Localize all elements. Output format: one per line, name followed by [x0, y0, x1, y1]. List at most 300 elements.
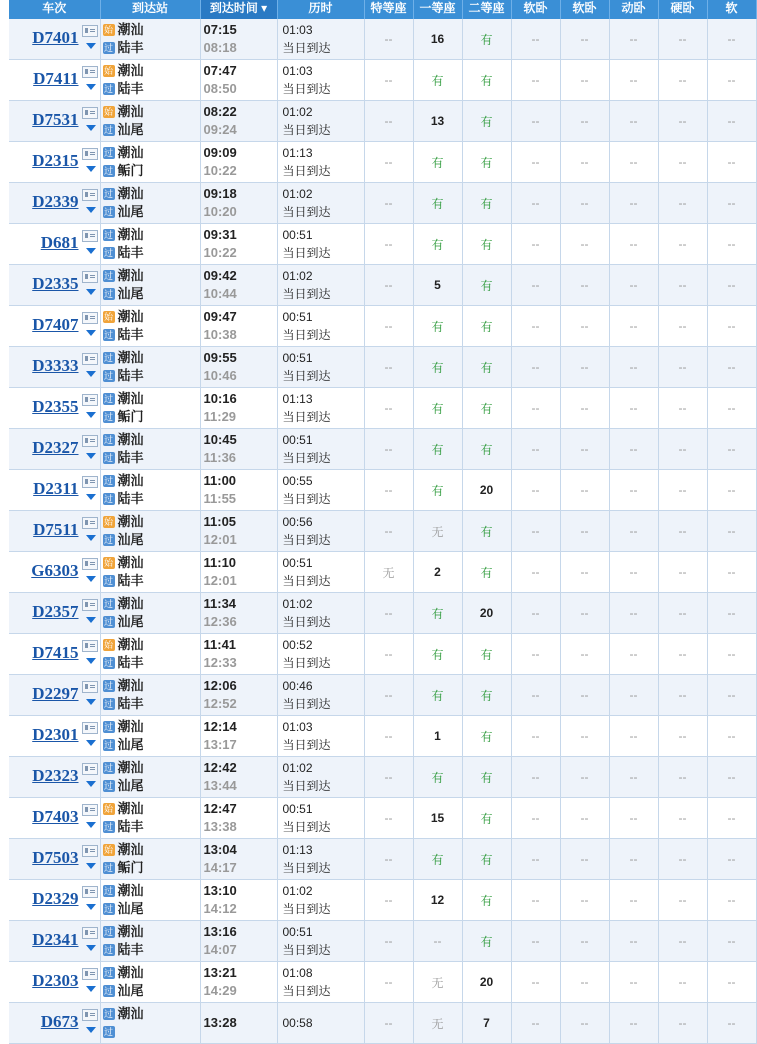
seat-second-class[interactable]: 有 [462, 634, 511, 675]
seat-hard-sleeper[interactable]: -- [658, 962, 707, 1003]
seat-first-class[interactable]: 有 [413, 470, 462, 511]
seat-hard-sleeper[interactable]: -- [658, 511, 707, 552]
seat-soft-seat[interactable]: -- [707, 306, 756, 347]
table-row[interactable] [9, 429, 756, 470]
seat-soft-sleeper[interactable]: -- [511, 634, 560, 675]
seat-second-class[interactable]: 有 [462, 757, 511, 798]
seat-second-class[interactable]: 有 [462, 347, 511, 388]
seat-soft-sleeper-2[interactable]: -- [560, 1003, 609, 1044]
train-number-link[interactable]: D2327 [32, 438, 79, 457]
expand-triangle-icon[interactable] [86, 84, 96, 90]
seat-second-class[interactable]: 有 [462, 552, 511, 593]
header-duration[interactable]: 历时 [277, 0, 364, 19]
table-row[interactable] [9, 798, 756, 839]
seat-bullet-sleeper[interactable]: -- [609, 757, 658, 798]
train-number-link[interactable]: D7401 [32, 28, 79, 47]
train-info-card-icon[interactable] [82, 312, 98, 324]
seat-second-class[interactable]: 有 [462, 101, 511, 142]
table-row[interactable] [9, 511, 756, 552]
train-info-card-icon[interactable] [82, 927, 98, 939]
seat-first-class[interactable]: 有 [413, 183, 462, 224]
seat-hard-sleeper[interactable]: -- [658, 716, 707, 757]
seat-hard-sleeper[interactable]: -- [658, 306, 707, 347]
table-row[interactable] [9, 552, 756, 593]
seat-second-class[interactable]: 20 [462, 470, 511, 511]
seat-business-seat[interactable]: -- [364, 921, 413, 962]
seat-bullet-sleeper[interactable]: -- [609, 306, 658, 347]
seat-soft-seat[interactable]: -- [707, 60, 756, 101]
seat-first-class[interactable]: 有 [413, 142, 462, 183]
train-info-card-icon[interactable] [82, 271, 98, 283]
seat-soft-sleeper[interactable]: -- [511, 306, 560, 347]
seat-hard-sleeper[interactable]: -- [658, 101, 707, 142]
seat-soft-sleeper[interactable]: -- [511, 552, 560, 593]
seat-bullet-sleeper[interactable]: -- [609, 183, 658, 224]
seat-soft-seat[interactable]: -- [707, 470, 756, 511]
seat-business-seat[interactable]: -- [364, 265, 413, 306]
train-info-card-icon[interactable] [82, 435, 98, 447]
table-row[interactable] [9, 675, 756, 716]
seat-bullet-sleeper[interactable]: -- [609, 593, 658, 634]
table-row[interactable] [9, 716, 756, 757]
seat-soft-seat[interactable]: -- [707, 839, 756, 880]
seat-soft-sleeper-2[interactable]: -- [560, 839, 609, 880]
seat-hard-sleeper[interactable]: -- [658, 675, 707, 716]
seat-bullet-sleeper[interactable]: -- [609, 101, 658, 142]
seat-first-class[interactable]: 13 [413, 101, 462, 142]
seat-soft-sleeper[interactable]: -- [511, 19, 560, 60]
train-number-link[interactable]: G6303 [31, 561, 79, 580]
seat-hard-sleeper[interactable]: -- [658, 839, 707, 880]
train-number-link[interactable]: D7403 [32, 807, 79, 826]
seat-soft-seat[interactable]: -- [707, 552, 756, 593]
seat-hard-sleeper[interactable]: -- [658, 224, 707, 265]
expand-triangle-icon[interactable] [86, 986, 96, 992]
seat-business-seat[interactable]: -- [364, 101, 413, 142]
seat-first-class[interactable]: 有 [413, 429, 462, 470]
expand-triangle-icon[interactable] [86, 412, 96, 418]
seat-soft-sleeper-2[interactable]: -- [560, 101, 609, 142]
seat-hard-sleeper[interactable]: -- [658, 347, 707, 388]
train-info-card-icon[interactable] [82, 107, 98, 119]
seat-first-class[interactable]: 有 [413, 224, 462, 265]
seat-soft-sleeper[interactable]: -- [511, 511, 560, 552]
seat-soft-seat[interactable]: -- [707, 265, 756, 306]
seat-hard-sleeper[interactable]: -- [658, 757, 707, 798]
seat-soft-sleeper[interactable]: -- [511, 757, 560, 798]
seat-hard-sleeper[interactable]: -- [658, 388, 707, 429]
seat-soft-sleeper-2[interactable]: -- [560, 634, 609, 675]
train-number-link[interactable]: D7415 [32, 643, 79, 662]
expand-triangle-icon[interactable] [86, 248, 96, 254]
seat-hard-sleeper[interactable]: -- [658, 593, 707, 634]
seat-business-seat[interactable]: -- [364, 757, 413, 798]
train-info-card-icon[interactable] [82, 558, 98, 570]
seat-bullet-sleeper[interactable]: -- [609, 429, 658, 470]
seat-second-class[interactable]: 有 [462, 716, 511, 757]
table-row[interactable] [9, 101, 756, 142]
seat-bullet-sleeper[interactable]: -- [609, 1003, 658, 1044]
seat-soft-sleeper[interactable]: -- [511, 798, 560, 839]
seat-soft-sleeper[interactable]: -- [511, 1003, 560, 1044]
seat-soft-sleeper-2[interactable]: -- [560, 675, 609, 716]
seat-soft-seat[interactable]: -- [707, 142, 756, 183]
seat-second-class[interactable]: 有 [462, 306, 511, 347]
seat-first-class[interactable]: 15 [413, 798, 462, 839]
seat-business-seat[interactable]: -- [364, 511, 413, 552]
seat-soft-sleeper[interactable]: -- [511, 839, 560, 880]
expand-triangle-icon[interactable] [86, 453, 96, 459]
seat-hard-sleeper[interactable]: -- [658, 142, 707, 183]
seat-soft-seat[interactable]: -- [707, 1003, 756, 1044]
expand-triangle-icon[interactable] [86, 699, 96, 705]
seat-business-seat[interactable]: -- [364, 388, 413, 429]
seat-soft-sleeper-2[interactable]: -- [560, 19, 609, 60]
seat-business-seat[interactable]: -- [364, 306, 413, 347]
seat-soft-seat[interactable]: -- [707, 757, 756, 798]
seat-business-seat[interactable]: -- [364, 962, 413, 1003]
seat-hard-sleeper[interactable]: -- [658, 183, 707, 224]
seat-hard-sleeper[interactable]: -- [658, 798, 707, 839]
expand-triangle-icon[interactable] [86, 43, 96, 49]
seat-bullet-sleeper[interactable]: -- [609, 716, 658, 757]
train-info-card-icon[interactable] [82, 599, 98, 611]
seat-second-class[interactable]: 有 [462, 142, 511, 183]
train-info-card-icon[interactable] [82, 886, 98, 898]
train-number-link[interactable]: D7411 [33, 69, 79, 88]
seat-soft-sleeper[interactable]: -- [511, 60, 560, 101]
train-info-card-icon[interactable] [82, 148, 98, 160]
seat-first-class[interactable]: 有 [413, 675, 462, 716]
expand-triangle-icon[interactable] [86, 166, 96, 172]
expand-triangle-icon[interactable] [86, 371, 96, 377]
expand-triangle-icon[interactable] [86, 781, 96, 787]
table-row[interactable] [9, 306, 756, 347]
seat-first-class[interactable]: 无 [413, 511, 462, 552]
seat-soft-sleeper-2[interactable]: -- [560, 142, 609, 183]
seat-soft-sleeper[interactable]: -- [511, 921, 560, 962]
seat-business-seat[interactable]: -- [364, 716, 413, 757]
train-number-link[interactable]: D2315 [32, 151, 79, 170]
seat-soft-sleeper-2[interactable]: -- [560, 306, 609, 347]
seat-second-class[interactable]: 有 [462, 798, 511, 839]
expand-triangle-icon[interactable] [86, 945, 96, 951]
train-number-link[interactable]: D2323 [32, 766, 79, 785]
train-info-card-icon[interactable] [82, 722, 98, 734]
train-info-card-icon[interactable] [82, 517, 98, 529]
seat-bullet-sleeper[interactable]: -- [609, 347, 658, 388]
table-row[interactable] [9, 19, 756, 60]
seat-first-class[interactable]: 1 [413, 716, 462, 757]
train-number-link[interactable]: D2329 [32, 889, 79, 908]
seat-hard-sleeper[interactable]: -- [658, 429, 707, 470]
expand-triangle-icon[interactable] [86, 289, 96, 295]
seat-second-class[interactable]: 有 [462, 839, 511, 880]
seat-first-class[interactable]: 有 [413, 306, 462, 347]
expand-triangle-icon[interactable] [86, 125, 96, 131]
seat-soft-seat[interactable]: -- [707, 388, 756, 429]
train-number-link[interactable]: D2355 [32, 397, 79, 416]
train-info-card-icon[interactable] [82, 681, 98, 693]
expand-triangle-icon[interactable] [86, 904, 96, 910]
train-info-card-icon[interactable] [82, 353, 98, 365]
seat-second-class[interactable]: 有 [462, 19, 511, 60]
seat-second-class[interactable]: 7 [462, 1003, 511, 1044]
seat-hard-sleeper[interactable]: -- [658, 19, 707, 60]
seat-first-class[interactable]: -- [413, 921, 462, 962]
table-row[interactable] [9, 634, 756, 675]
seat-soft-seat[interactable]: -- [707, 593, 756, 634]
seat-soft-sleeper[interactable]: -- [511, 224, 560, 265]
table-row[interactable] [9, 1003, 756, 1044]
seat-business-seat[interactable]: -- [364, 19, 413, 60]
seat-business-seat[interactable]: -- [364, 60, 413, 101]
seat-soft-sleeper-2[interactable]: -- [560, 347, 609, 388]
table-row[interactable] [9, 839, 756, 880]
seat-bullet-sleeper[interactable]: -- [609, 142, 658, 183]
train-info-card-icon[interactable] [82, 25, 98, 37]
table-row[interactable] [9, 224, 756, 265]
seat-soft-seat[interactable]: -- [707, 716, 756, 757]
expand-triangle-icon[interactable] [86, 535, 96, 541]
train-number-link[interactable]: D7511 [33, 520, 79, 539]
train-info-card-icon[interactable] [82, 230, 98, 242]
seat-second-class[interactable]: 有 [462, 675, 511, 716]
seat-soft-sleeper[interactable]: -- [511, 265, 560, 306]
seat-bullet-sleeper[interactable]: -- [609, 880, 658, 921]
seat-second-class[interactable]: 有 [462, 921, 511, 962]
table-row[interactable] [9, 347, 756, 388]
seat-second-class[interactable]: 有 [462, 183, 511, 224]
seat-soft-seat[interactable]: -- [707, 19, 756, 60]
seat-first-class[interactable]: 无 [413, 962, 462, 1003]
seat-first-class[interactable]: 有 [413, 634, 462, 675]
seat-soft-sleeper-2[interactable]: -- [560, 962, 609, 1003]
expand-triangle-icon[interactable] [86, 658, 96, 664]
seat-soft-sleeper[interactable]: -- [511, 183, 560, 224]
train-number-link[interactable]: D2311 [33, 479, 79, 498]
table-row[interactable] [9, 142, 756, 183]
seat-hard-sleeper[interactable]: -- [658, 60, 707, 101]
train-info-card-icon[interactable] [82, 968, 98, 980]
seat-soft-sleeper[interactable]: -- [511, 716, 560, 757]
seat-bullet-sleeper[interactable]: -- [609, 839, 658, 880]
seat-business-seat[interactable]: -- [364, 798, 413, 839]
seat-second-class[interactable]: 有 [462, 880, 511, 921]
seat-soft-sleeper[interactable]: -- [511, 962, 560, 1003]
seat-bullet-sleeper[interactable]: -- [609, 265, 658, 306]
seat-soft-sleeper-2[interactable]: -- [560, 429, 609, 470]
seat-second-class[interactable]: 有 [462, 60, 511, 101]
seat-first-class[interactable]: 16 [413, 19, 462, 60]
table-row[interactable] [9, 470, 756, 511]
train-info-card-icon[interactable] [82, 845, 98, 857]
seat-first-class[interactable]: 有 [413, 60, 462, 101]
seat-hard-sleeper[interactable]: -- [658, 1003, 707, 1044]
table-row[interactable] [9, 183, 756, 224]
seat-business-seat[interactable]: -- [364, 880, 413, 921]
seat-hard-sleeper[interactable]: -- [658, 470, 707, 511]
seat-soft-seat[interactable]: -- [707, 798, 756, 839]
train-info-card-icon[interactable] [82, 1009, 98, 1021]
seat-business-seat[interactable]: -- [364, 634, 413, 675]
train-info-card-icon[interactable] [82, 804, 98, 816]
seat-bullet-sleeper[interactable]: -- [609, 962, 658, 1003]
seat-soft-sleeper-2[interactable]: -- [560, 552, 609, 593]
expand-triangle-icon[interactable] [86, 740, 96, 746]
seat-hard-sleeper[interactable]: -- [658, 880, 707, 921]
seat-hard-sleeper[interactable]: -- [658, 921, 707, 962]
seat-first-class[interactable]: 有 [413, 757, 462, 798]
train-number-link[interactable]: D2297 [32, 684, 79, 703]
seat-first-class[interactable]: 12 [413, 880, 462, 921]
seat-first-class[interactable]: 有 [413, 839, 462, 880]
seat-business-seat[interactable]: -- [364, 183, 413, 224]
train-number-link[interactable]: D673 [40, 1012, 79, 1031]
table-row[interactable] [9, 593, 756, 634]
train-number-link[interactable]: D7407 [32, 315, 79, 334]
seat-business-seat[interactable]: -- [364, 429, 413, 470]
seat-second-class[interactable]: 有 [462, 388, 511, 429]
seat-bullet-sleeper[interactable]: -- [609, 921, 658, 962]
seat-soft-sleeper-2[interactable]: -- [560, 716, 609, 757]
seat-hard-sleeper[interactable]: -- [658, 552, 707, 593]
seat-business-seat[interactable]: -- [364, 142, 413, 183]
seat-bullet-sleeper[interactable]: -- [609, 388, 658, 429]
seat-bullet-sleeper[interactable]: -- [609, 224, 658, 265]
seat-bullet-sleeper[interactable]: -- [609, 552, 658, 593]
seat-business-seat[interactable]: -- [364, 675, 413, 716]
seat-soft-sleeper[interactable]: -- [511, 675, 560, 716]
seat-business-seat[interactable]: -- [364, 593, 413, 634]
train-info-card-icon[interactable] [82, 640, 98, 652]
train-info-card-icon[interactable] [82, 763, 98, 775]
seat-soft-sleeper[interactable]: -- [511, 142, 560, 183]
table-row[interactable] [9, 880, 756, 921]
table-row[interactable] [9, 388, 756, 429]
table-row[interactable] [9, 265, 756, 306]
seat-hard-sleeper[interactable]: -- [658, 265, 707, 306]
train-number-link[interactable]: D2339 [32, 192, 79, 211]
seat-business-seat[interactable]: -- [364, 347, 413, 388]
header-arrival-time[interactable]: 到达时间 ▾ [200, 0, 277, 19]
seat-soft-seat[interactable]: -- [707, 511, 756, 552]
seat-soft-seat[interactable]: -- [707, 880, 756, 921]
seat-soft-sleeper[interactable]: -- [511, 470, 560, 511]
expand-triangle-icon[interactable] [86, 617, 96, 623]
seat-soft-seat[interactable]: -- [707, 101, 756, 142]
seat-soft-seat[interactable]: -- [707, 962, 756, 1003]
seat-bullet-sleeper[interactable]: -- [609, 798, 658, 839]
seat-second-class[interactable]: 有 [462, 511, 511, 552]
seat-soft-sleeper-2[interactable]: -- [560, 470, 609, 511]
seat-soft-seat[interactable]: -- [707, 347, 756, 388]
seat-bullet-sleeper[interactable]: -- [609, 60, 658, 101]
seat-soft-sleeper-2[interactable]: -- [560, 921, 609, 962]
seat-soft-sleeper[interactable]: -- [511, 388, 560, 429]
seat-soft-sleeper[interactable]: -- [511, 347, 560, 388]
expand-triangle-icon[interactable] [86, 863, 96, 869]
seat-first-class[interactable]: 无 [413, 1003, 462, 1044]
train-number-link[interactable]: D2335 [32, 274, 79, 293]
expand-triangle-icon[interactable] [86, 494, 96, 500]
expand-triangle-icon[interactable] [86, 207, 96, 213]
seat-business-seat[interactable]: -- [364, 1003, 413, 1044]
seat-soft-sleeper[interactable]: -- [511, 880, 560, 921]
seat-soft-sleeper-2[interactable]: -- [560, 265, 609, 306]
train-info-card-icon[interactable] [82, 66, 98, 78]
seat-soft-sleeper-2[interactable]: -- [560, 183, 609, 224]
seat-hard-sleeper[interactable]: -- [658, 634, 707, 675]
seat-second-class[interactable]: 有 [462, 429, 511, 470]
seat-soft-seat[interactable]: -- [707, 224, 756, 265]
train-number-link[interactable]: D2341 [32, 930, 79, 949]
train-number-link[interactable]: D2303 [32, 971, 79, 990]
table-row[interactable] [9, 757, 756, 798]
seat-soft-sleeper-2[interactable]: -- [560, 757, 609, 798]
expand-triangle-icon[interactable] [86, 1027, 96, 1033]
seat-soft-sleeper-2[interactable]: -- [560, 224, 609, 265]
train-info-card-icon[interactable] [82, 476, 98, 488]
seat-second-class[interactable]: 20 [462, 593, 511, 634]
seat-soft-seat[interactable]: -- [707, 921, 756, 962]
seat-soft-sleeper-2[interactable]: -- [560, 511, 609, 552]
train-number-link[interactable]: D681 [40, 233, 79, 252]
seat-bullet-sleeper[interactable]: -- [609, 19, 658, 60]
train-number-link[interactable]: D3333 [32, 356, 79, 375]
seat-second-class[interactable]: 20 [462, 962, 511, 1003]
seat-business-seat[interactable]: -- [364, 839, 413, 880]
seat-bullet-sleeper[interactable]: -- [609, 675, 658, 716]
seat-soft-seat[interactable]: -- [707, 429, 756, 470]
seat-soft-sleeper[interactable]: -- [511, 593, 560, 634]
train-number-link[interactable]: D7503 [32, 848, 79, 867]
expand-triangle-icon[interactable] [86, 576, 96, 582]
train-info-card-icon[interactable] [82, 394, 98, 406]
train-number-link[interactable]: D7531 [32, 110, 79, 129]
train-info-card-icon[interactable] [82, 189, 98, 201]
seat-business-seat[interactable]: 无 [364, 552, 413, 593]
seat-soft-sleeper[interactable]: -- [511, 429, 560, 470]
seat-soft-sleeper[interactable]: -- [511, 101, 560, 142]
seat-soft-sleeper-2[interactable]: -- [560, 593, 609, 634]
seat-second-class[interactable]: 有 [462, 224, 511, 265]
seat-first-class[interactable]: 有 [413, 347, 462, 388]
seat-first-class[interactable]: 2 [413, 552, 462, 593]
seat-first-class[interactable]: 有 [413, 388, 462, 429]
table-row[interactable] [9, 921, 756, 962]
train-number-link[interactable]: D2357 [32, 602, 79, 621]
seat-first-class[interactable]: 5 [413, 265, 462, 306]
expand-triangle-icon[interactable] [86, 822, 96, 828]
seat-soft-sleeper-2[interactable]: -- [560, 880, 609, 921]
expand-triangle-icon[interactable] [86, 330, 96, 336]
table-row[interactable] [9, 962, 756, 1003]
seat-business-seat[interactable]: -- [364, 224, 413, 265]
seat-soft-seat[interactable]: -- [707, 634, 756, 675]
header-train[interactable]: 车次 [9, 0, 100, 19]
seat-soft-seat[interactable]: -- [707, 675, 756, 716]
seat-business-seat[interactable]: -- [364, 470, 413, 511]
seat-bullet-sleeper[interactable]: -- [609, 634, 658, 675]
seat-soft-sleeper-2[interactable]: -- [560, 388, 609, 429]
table-row[interactable] [9, 60, 756, 101]
seat-soft-seat[interactable]: -- [707, 183, 756, 224]
seat-soft-sleeper-2[interactable]: -- [560, 798, 609, 839]
seat-first-class[interactable]: 有 [413, 593, 462, 634]
seat-bullet-sleeper[interactable]: -- [609, 470, 658, 511]
train-number-link[interactable]: D2301 [32, 725, 79, 744]
